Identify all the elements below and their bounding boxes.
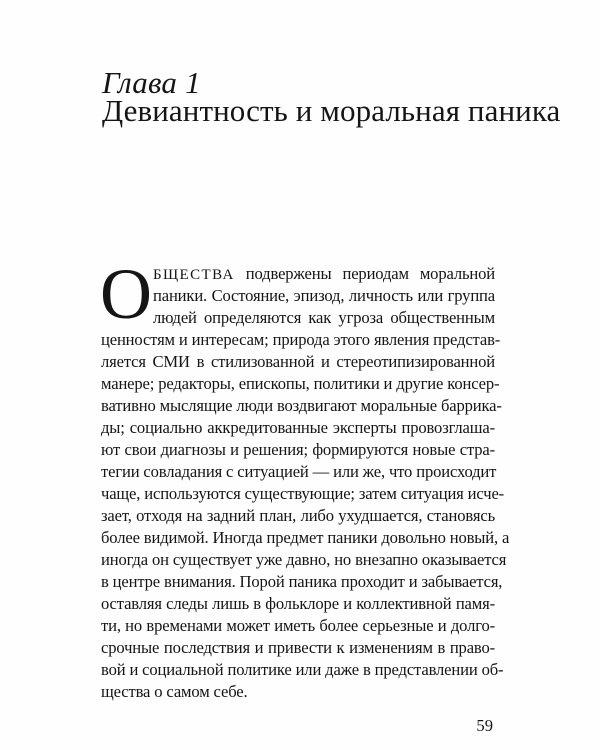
page-number: 59: [476, 716, 493, 735]
body-line: вативно мыслящие люди воздвигают моральные баррика-: [101, 396, 502, 415]
body-line: более видимой. Иногда предмет паники довольно новый, а: [101, 528, 510, 547]
drop-cap: О: [100, 254, 152, 334]
body-line: паники. Состояние, эпизод, личность или группа: [153, 286, 495, 305]
body-line: срочные последствия и привести к изменениям в право-: [101, 638, 495, 657]
body-line: оставляя следы лишь в фольклоре и коллективной памя-: [101, 594, 495, 613]
body-line: тегии совладания с ситуацией — или же, что происходит: [101, 462, 497, 481]
body-line: вой и социальной политике или даже в представлении об-: [101, 660, 504, 679]
body-line: щества о самом себе.: [101, 682, 248, 701]
body-line-1: [153, 266, 495, 283]
body-line: ют свои диагнозы и решения; формируются новые стра-: [101, 440, 495, 459]
first-word-smallcaps: БЩЕСТВА: [153, 267, 235, 283]
body-line: людей определяются как угроза общественным: [153, 308, 495, 327]
body-line: иногда он существует уже давно, но внезапно оказывается: [101, 550, 507, 569]
first-line-rest: подвержены периодам моральной: [234, 264, 495, 283]
body-line: чаще, используются существующие; затем ситуация исче-: [101, 484, 505, 503]
body-line: ти, но временами может иметь более серьезные и долго-: [101, 616, 495, 635]
body-line: ценностям и интересам; природа этого явления представ-: [101, 330, 501, 349]
chapter-label: Глава 1: [102, 65, 201, 100]
body-line: ды; социально аккредитованные эксперты провозглаша-: [101, 418, 495, 437]
body-line: в центре внимания. Порой паника проходит и забывается,: [101, 572, 503, 591]
chapter-title: Девиантность и моральная паника: [102, 93, 561, 128]
body-line: манере; редакторы, епископы, политики и другие консер-: [101, 374, 500, 393]
body-line: ляется СМИ в стилизованной и стереотипизированной: [101, 352, 495, 371]
body-line: зает, отходя на задний план, либо ухудшается, становясь: [101, 506, 495, 525]
